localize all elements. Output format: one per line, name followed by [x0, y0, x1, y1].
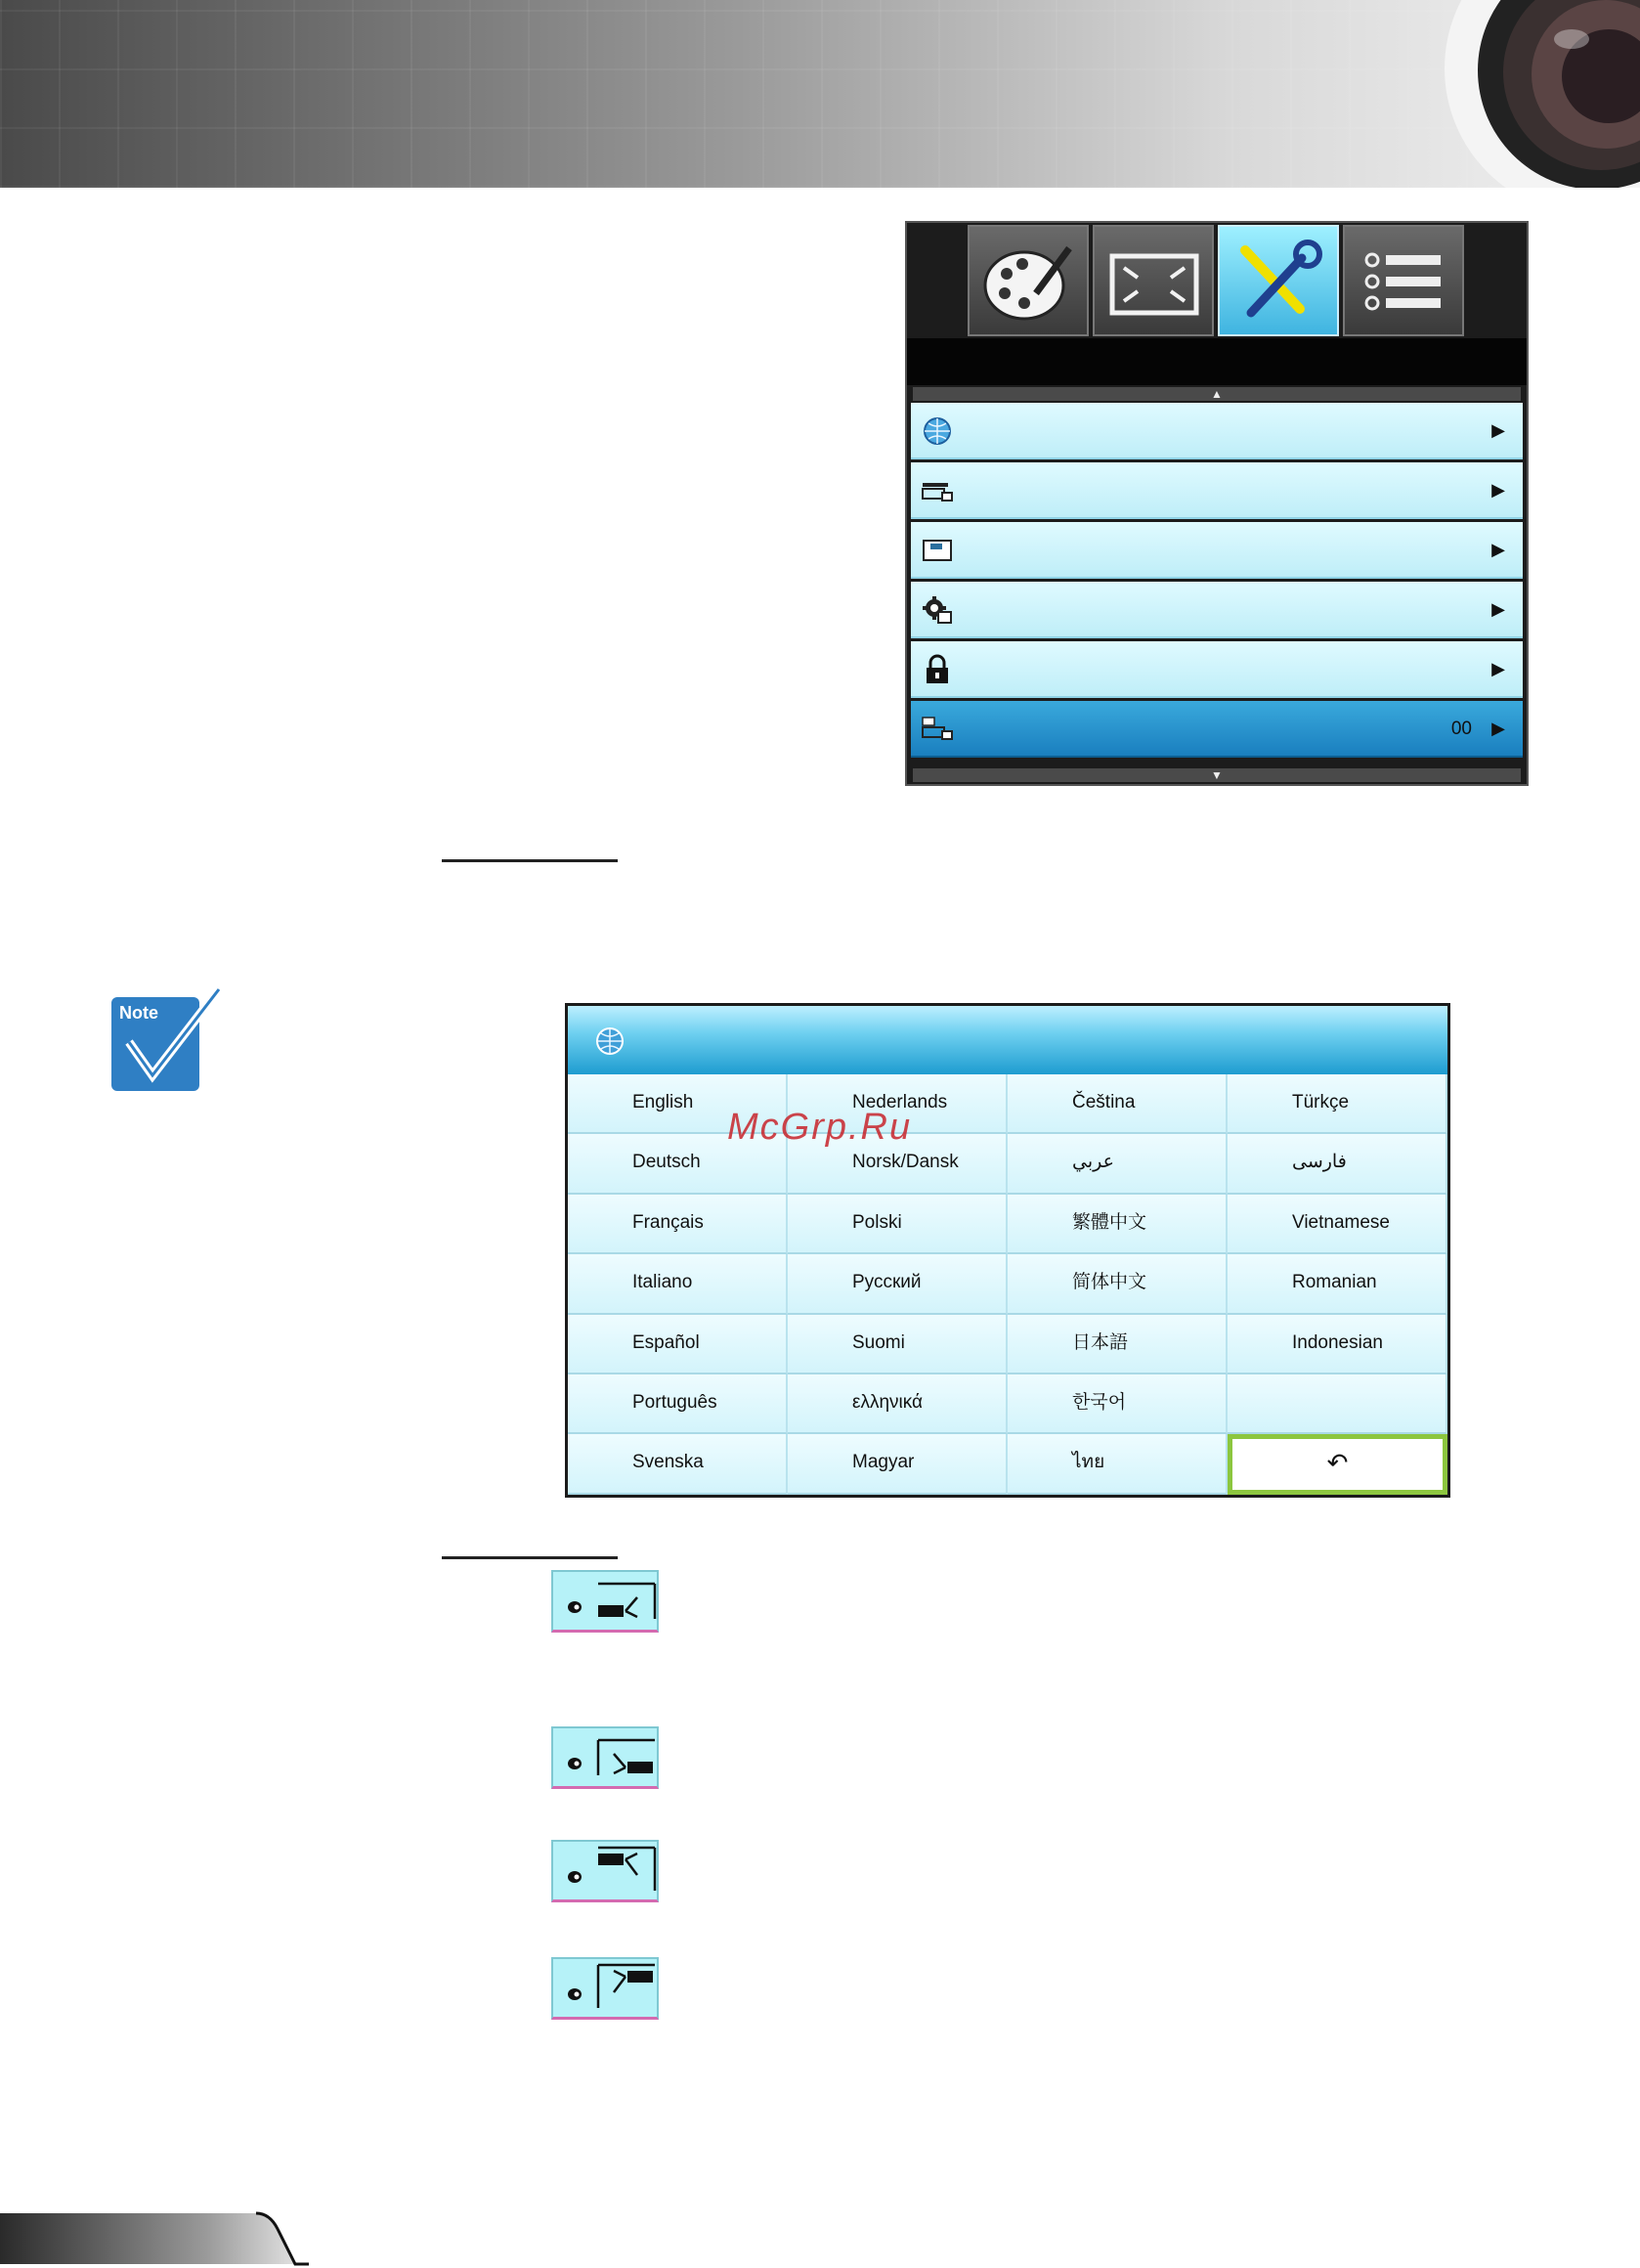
lock-icon [921, 654, 954, 685]
language-option-italiano[interactable]: Italiano [568, 1254, 788, 1314]
language-option-polski[interactable]: Polski [788, 1195, 1008, 1254]
scroll-up-indicator[interactable]: ▲ [913, 387, 1521, 401]
section-divider-language [442, 859, 618, 862]
language-option-empty [1228, 1374, 1447, 1434]
osd-row-projection[interactable] [911, 462, 1523, 519]
rear-ceiling-icon [553, 1959, 657, 2018]
language-option-deutsch[interactable]: Deutsch [568, 1134, 788, 1194]
osd-setup-menu [905, 221, 1529, 786]
note-label: Note [119, 1003, 158, 1023]
language-option-indonesian[interactable]: Indonesian [1228, 1315, 1447, 1374]
language-option-traditional-chinese[interactable]: 繁體中文 [1008, 1195, 1228, 1254]
osd-submenu-title-band [907, 338, 1527, 385]
chevron-right-icon: ▶ [1491, 420, 1505, 440]
osd-row-security[interactable] [911, 641, 1523, 698]
language-option-portugues[interactable]: Português [568, 1374, 788, 1434]
language-option-romanian[interactable]: Romanian [1228, 1254, 1447, 1314]
return-button[interactable]: ↶ [1228, 1434, 1447, 1494]
language-option-svenska[interactable]: Svenska [568, 1434, 788, 1494]
chevron-right-icon: ▶ [1491, 659, 1505, 678]
language-option-francais[interactable]: Français [568, 1195, 788, 1254]
projector-lens-icon [1405, 0, 1640, 188]
language-dialog-header [568, 1006, 1447, 1074]
language-option-cestina[interactable]: Čeština [1008, 1074, 1228, 1134]
chevron-right-icon: ▶ [1491, 480, 1505, 500]
language-option-arabic[interactable]: عربي [1008, 1134, 1228, 1194]
header-banner [0, 0, 1640, 188]
scroll-down-indicator[interactable]: ▼ [913, 768, 1521, 782]
projector-id-icon [921, 714, 954, 745]
tools-icon [1231, 239, 1325, 325]
note-check-icon [109, 985, 223, 1093]
language-option-simplified-chinese[interactable]: 简体中文 [1008, 1254, 1228, 1314]
language-option-nederlands[interactable]: Nederlands [788, 1074, 1008, 1134]
language-option-thai[interactable]: ไทย [1008, 1434, 1228, 1494]
options-tab[interactable] [1343, 225, 1464, 336]
setup-tab[interactable] [1218, 225, 1339, 336]
language-grid [568, 1074, 1447, 1495]
osd-row-projector-id[interactable] [911, 701, 1523, 758]
rear-desktop-icon [553, 1728, 657, 1787]
chevron-right-icon: ▶ [1491, 540, 1505, 559]
globe-icon [593, 1025, 626, 1057]
chevron-right-icon: ▶ [1491, 599, 1505, 619]
footer-page-tab [0, 2209, 323, 2268]
language-option-russian[interactable]: Русский [788, 1254, 1008, 1314]
globe-icon [921, 415, 954, 447]
menu-location-icon [921, 535, 954, 566]
projection-front-ceiling [551, 1840, 659, 1902]
chevron-right-icon: ▶ [1491, 719, 1505, 738]
osd-row-menu-location[interactable] [911, 522, 1523, 579]
projection-front-desktop [551, 1570, 659, 1633]
projection-rear-desktop [551, 1726, 659, 1789]
front-ceiling-icon [553, 1842, 657, 1900]
language-option-vietnamese[interactable]: Vietnamese [1228, 1195, 1447, 1254]
palette-icon [981, 239, 1075, 325]
osd-row-language[interactable] [911, 403, 1523, 459]
watermark: McGrp.Ru [727, 1107, 913, 1148]
language-option-magyar[interactable]: Magyar [788, 1434, 1008, 1494]
list-icon [1357, 239, 1450, 325]
language-option-suomi[interactable]: Suomi [788, 1315, 1008, 1374]
gear-settings-icon [921, 594, 954, 626]
language-option-farsi[interactable]: فارسی [1228, 1134, 1447, 1194]
projector-screen-icon [921, 475, 954, 506]
display-tab[interactable] [1093, 225, 1214, 336]
language-option-english[interactable]: English [568, 1074, 788, 1134]
projector-id-value: 00 [1450, 719, 1472, 739]
picture-tab[interactable] [968, 225, 1089, 336]
screen-resize-icon [1106, 239, 1200, 325]
language-dialog [565, 1003, 1450, 1498]
language-option-norsk-dansk[interactable]: Norsk/Dansk [788, 1134, 1008, 1194]
front-desktop-icon [553, 1572, 657, 1631]
projection-rear-ceiling [551, 1957, 659, 2020]
language-option-korean[interactable]: 한국어 [1008, 1374, 1228, 1434]
osd-row-settings[interactable] [911, 582, 1523, 638]
language-option-turkce[interactable]: Türkçe [1228, 1074, 1447, 1134]
language-option-greek[interactable]: ελληνικά [788, 1374, 1008, 1434]
section-divider-projection [442, 1556, 618, 1559]
language-option-espanol[interactable]: Español [568, 1315, 788, 1374]
language-option-japanese[interactable]: 日本語 [1008, 1315, 1228, 1374]
